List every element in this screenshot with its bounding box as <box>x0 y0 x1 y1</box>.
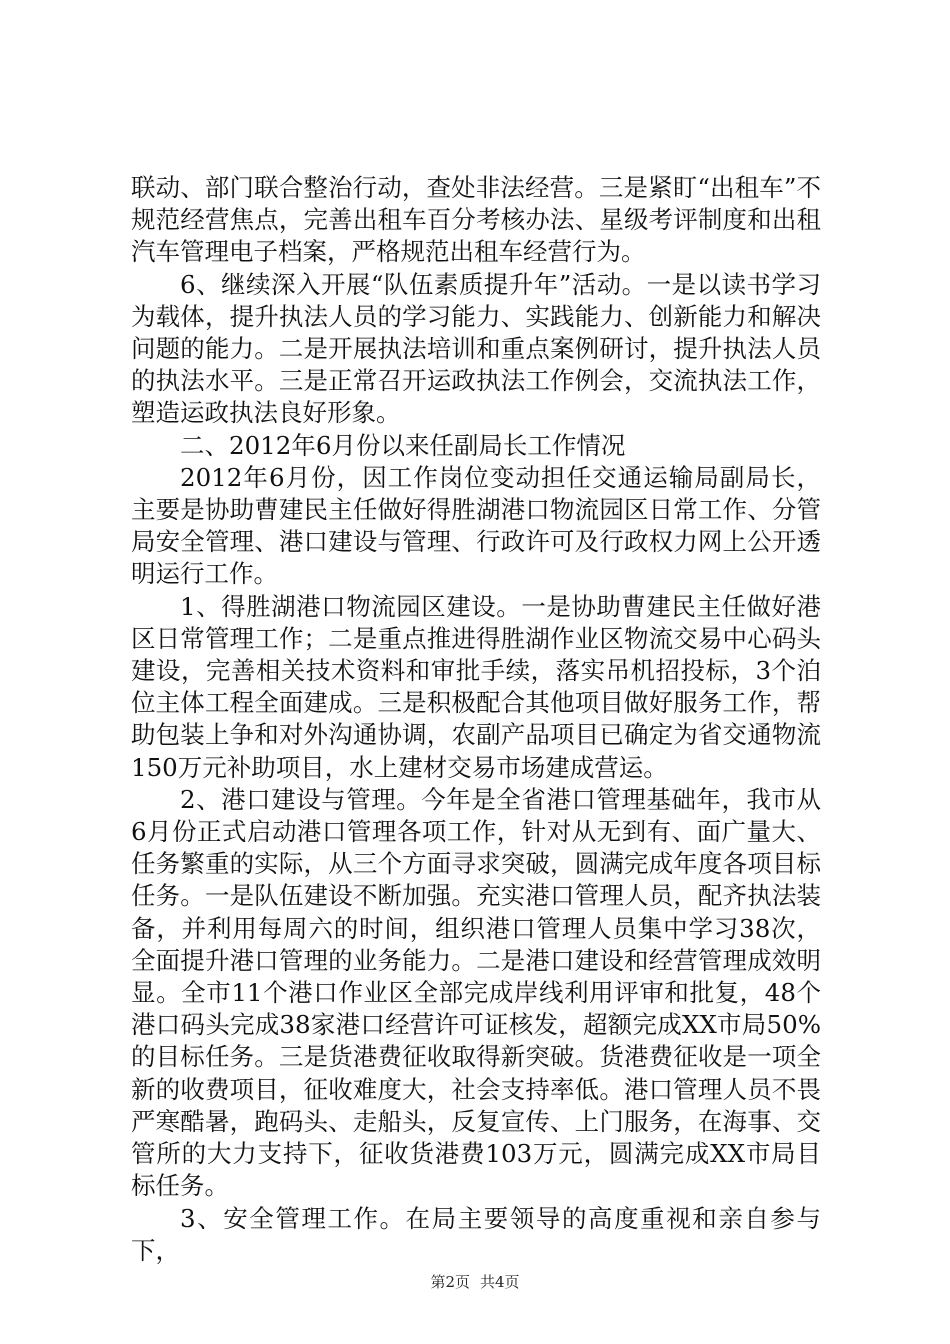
paragraph-7: 3、安全管理工作。在局主要领导的高度重视和亲自参与下， <box>131 1203 821 1265</box>
paragraph-2: 6、继续深入开展“队伍素质提升年”活动。一是以读书学习为载体，提升执法人员的学习能力、实践能力、创新能力和解决问题的能力。二是开展执法培训和重点案例研讨，提升执法人员的执法水平。三是正常召开运政执法工作例会，交流执法工作，塑造运政执法良好形象。 <box>131 269 821 428</box>
page-number: 第2页 <box>430 1273 470 1291</box>
paragraph-1: 联动、部门联合整治行动，查处非法经营。三是紧盯“出租车”不规范经营焦点，完善出租车百分考核办法、星级考评制度和出租汽车管理电子档案，严格规范出租车经营行为。 <box>131 173 821 267</box>
paragraph-6: 2、港口建设与管理。今年是全省港口管理基础年，我市从6月份正式启动港口管理各项工作，针对从无到有、面广量大、任务繁重的实际，从三个方面寻求突破，圆满完成年度各项目标任务。一是队伍建设不断加强。充实港口管理人员，配齐执法装备，并利用每周六的时间，组织港口管理人员集中学习38次，全面提升港口管理的业务能力。二是港口建设和经营管理成效明显。全市11个港口作业区全部完成岸线利用评审和批复，48个港口码头完成38家港口经营许可证核发，超额完成XX市局50%的目标任务。三是货港费征收取得新突破。货港费征收是一项全新的收费项目，征收难度大，社会支持率低。港口管理人员不畏严寒酷暑，跑码头、走船头，反复宣传、上门服务，在海事、交管所的大力支持下，征收货港费103万元，圆满完成XX市局目标任务。 <box>131 784 821 1201</box>
paragraph-4: 2012年6月份，因工作岗位变动担任交通运输局副局长，主要是协助曹建民主任做好得胜湖港口物流园区日常工作、分管局安全管理、港口建设与管理、行政许可及行政权力网上公开透明运行工作。 <box>131 462 821 589</box>
document-body <box>131 172 821 1267</box>
section-heading: 二、2012年6月份以来任副局长工作情况 <box>180 430 626 460</box>
page-footer <box>0 1271 950 1292</box>
page-total: 共4页 <box>480 1273 520 1291</box>
paragraph-5: 1、得胜湖港口物流园区建设。一是协助曹建民主任做好港区日常管理工作；二是重点推进得胜湖作业区物流交易中心码头建设，完善相关技术资料和审批手续，落实吊机招投标，3个泊位主体工程全面建成。三是积极配合其他项目做好服务工作，帮助包装上争和对外沟通协调，农副产品项目已确定为省交通物流150万元补助项目，水上建材交易市场建成营运。 <box>131 591 821 782</box>
